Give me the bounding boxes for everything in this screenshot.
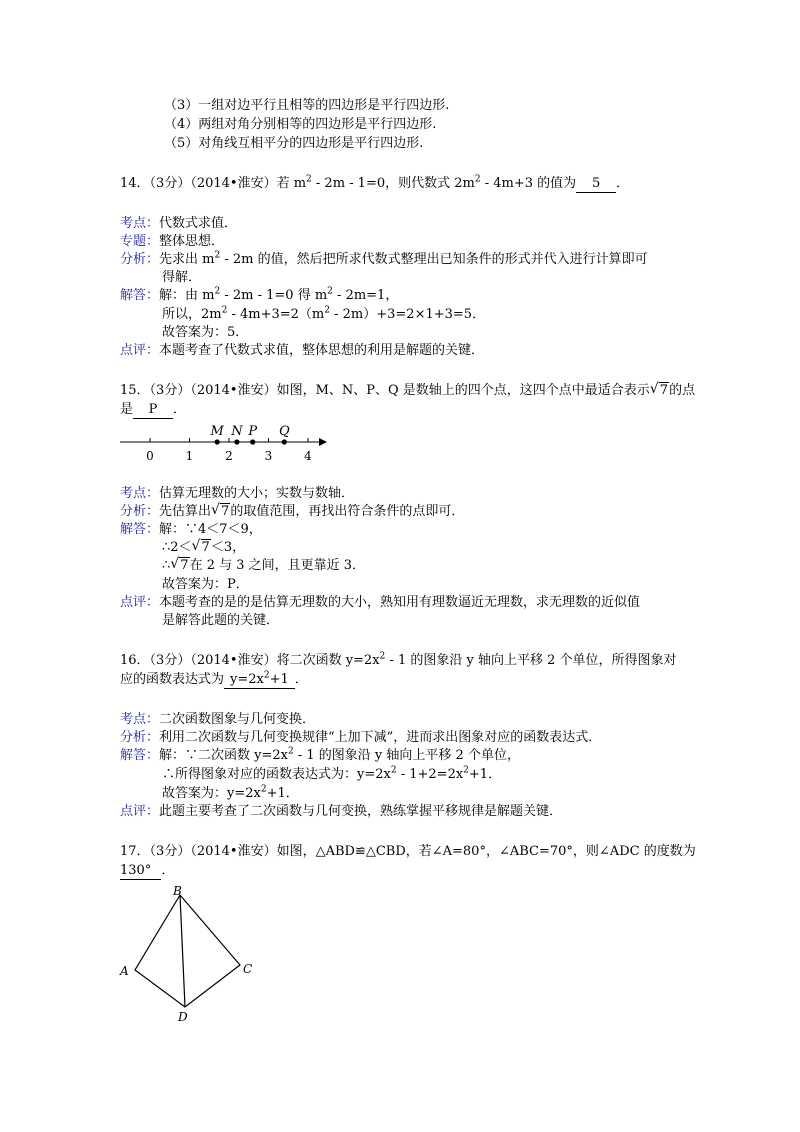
q16-jieda-2: ∴所得图象对应的函数表达式为：$y=2x^2 - 1+2=2x^2+1$． <box>162 765 502 782</box>
quadrilateral-figure <box>115 885 265 1025</box>
q15-kaodian: 考点：估算无理数的大小；实数与数轴． <box>120 486 355 501</box>
q14-zhuanti: 专题：整体思想． <box>120 234 225 249</box>
q14-dianping: 点评：本题考查了代数式求值，整体思想的利用是解题的关键． <box>120 343 485 358</box>
number-line-figure <box>115 420 330 468</box>
q14-jieda-3: 故答案为：5． <box>162 325 249 340</box>
q16-dianping: 点评：此题主要考查了二次函数与几何变换，熟练掌握平移规律是解题关键． <box>120 804 563 819</box>
q16-jieda-1: 解答：解：∵二次函数 $y=2x^2 - 1$ 的图象沿 y 轴向上平移 2 个单位， <box>120 746 520 763</box>
q14-kaodian: 考点：代数式求值． <box>120 216 238 231</box>
q15-dianping-cont: 是解答此题的关键． <box>162 613 280 628</box>
q16-kaodian: 考点：二次函数图象与几何变换． <box>120 712 316 727</box>
q16-question-cont: 应的函数表达式为 $y=2x^2+1$ ． <box>120 670 308 687</box>
diagonal-bd <box>180 895 185 1007</box>
q15-question-cont: 是 P ． <box>120 402 187 417</box>
q14-fenxi-cont: 得解． <box>162 270 202 285</box>
point-p <box>250 439 255 444</box>
q16-jieda-3: 故答案为：$y=2x^2+1$． <box>162 784 299 801</box>
tick-label-2: 2 <box>225 449 233 463</box>
q14-jieda-2: 所以，$2m^2 - 4m+3=2(m^2 - 2m)+3=2\times 1+3=5$． <box>162 305 486 322</box>
q17-answer: 130° <box>120 863 161 880</box>
sqrt-symbol: √ 7 <box>170 557 189 575</box>
axis-arrow <box>319 438 327 446</box>
intro-line-4: （4）两组对角分别相等的四边形是平行四边形. <box>164 117 437 132</box>
q17-question-cont: 130° ． <box>120 863 175 878</box>
q16-fenxi: 分析：利用二次函数与几何变换规律“上加下减”，进而求出图象对应的函数表达式． <box>120 730 602 745</box>
point-label-n: N <box>231 424 243 439</box>
q15-jieda-1: 解答：解：∵4＜7＜9， <box>120 522 262 537</box>
q16-answer: $y=2x^2+1$ <box>224 672 295 689</box>
point-label-p: P <box>248 424 258 439</box>
q15-jieda-4: 故答案为：P． <box>162 577 249 592</box>
q14-jieda-1: 解答：解：由 $m^2 - 2m - 1=0$ 得 $m^2 - 2m=1$， <box>120 286 399 303</box>
q14-answer: 5 <box>576 176 616 193</box>
tick-label-3: 3 <box>264 449 273 463</box>
point-label-m: M <box>210 424 224 439</box>
tick-label-1: 1 <box>185 449 194 463</box>
vertex-label-b: B <box>173 885 182 898</box>
q15-question: 15．（3分）（2014•淮安）如图，M、N、P、Q 是数轴上的四个点，这四个点中最适合表示√ 7的点 <box>120 382 695 400</box>
q15-fenxi: 分析：先估算出√ 7的取值范围，再找出符合条件的点即可． <box>120 503 464 521</box>
vertex-label-c: C <box>243 962 253 976</box>
q15-jieda-2: ∴2＜√ 7＜3， <box>162 539 245 557</box>
intro-line-3: （3）一组对边平行且相等的四边形是平行四边形. <box>164 98 450 113</box>
point-label-q: Q <box>278 424 290 439</box>
q14-question: 14．（3分）（2014•淮安）若 $m^2 - 2m - 1=0$，则代数式 $2m^2 - 4m+3$ 的值为 5 ． <box>120 174 630 191</box>
quadrilateral-abcd <box>135 895 240 1007</box>
q14-fenxi: 分析：先求出 $m^2 - 2m$ 的值，然后把所求代数式整理出已知条件的形式并代入进行计算即可 <box>120 250 648 267</box>
sqrt-symbol: √ 7 <box>192 539 211 557</box>
vertex-label-d: D <box>178 1010 188 1024</box>
sqrt-symbol: √ 7 <box>211 503 230 521</box>
vertex-label-a: A <box>120 964 129 978</box>
q16-question: 16．（3分）（2014•淮安）将二次函数 $y=2x^2 - 1$ 的图象沿 y 轴向上平移 2 个单位，所得图象对 <box>120 651 677 668</box>
point-n <box>234 439 239 444</box>
point-q <box>282 439 287 444</box>
tick-label-4: 4 <box>304 449 312 463</box>
sqrt-symbol: √ 7 <box>650 382 669 400</box>
q15-jieda-3: ∴√ 7在 2 与 3 之间，且更靠近 3． <box>162 557 365 575</box>
intro-line-5: （5）对角线互相平分的四边形是平行四边形. <box>164 136 424 151</box>
point-m <box>215 439 220 444</box>
q15-answer: P <box>133 402 173 419</box>
q15-dianping: 点评：本题考查的是的是估算无理数的大小，熟知用有理数逼近无理数，求无理数的近似值 <box>120 595 641 610</box>
tick-label-0: 0 <box>146 449 154 463</box>
q17-question: 17．（3分）（2014•淮安）如图，△ABD≌△CBD，若∠A=80°，∠ABC=70°，则∠ADC 的度数为 <box>120 844 696 859</box>
